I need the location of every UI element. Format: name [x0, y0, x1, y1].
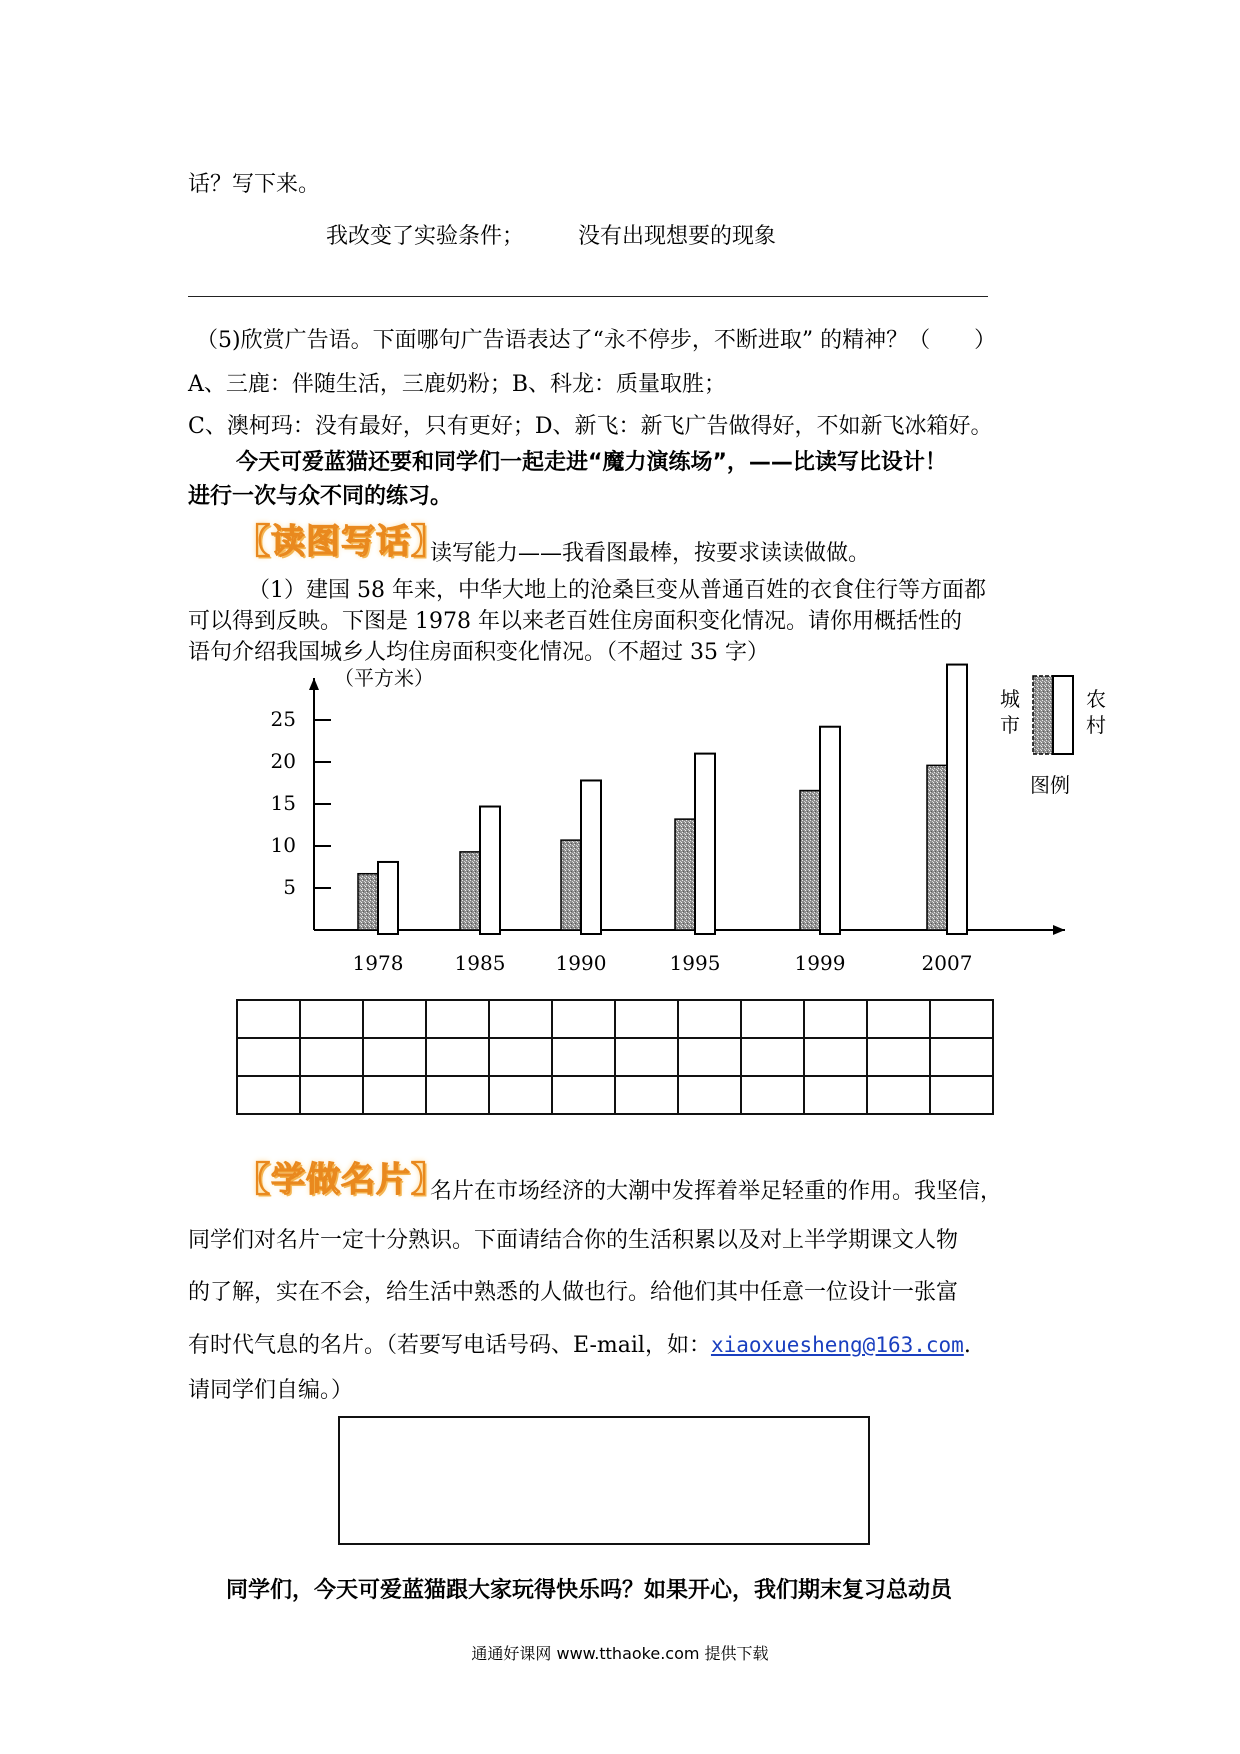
x-tick-label: 1978	[352, 951, 404, 975]
legend-urban-label: 城	[1000, 687, 1020, 711]
x-tick-label: 1999	[794, 951, 846, 975]
urban-bar	[460, 852, 480, 930]
x-tick-label: 1985	[454, 951, 506, 975]
legend-urban-swatch	[1033, 676, 1053, 754]
legend-rural-swatch	[1053, 676, 1073, 754]
answer-grid-cell[interactable]	[426, 1000, 489, 1038]
chart-legend	[1000, 676, 1106, 797]
business-card-box	[338, 1416, 870, 1545]
answer-grid-cell[interactable]	[363, 1000, 426, 1038]
answer-grid-cell[interactable]	[741, 1000, 804, 1038]
rural-bar	[480, 807, 500, 934]
answer-grid-cell[interactable]	[804, 1038, 867, 1076]
answer-grid-cell[interactable]	[300, 1000, 363, 1038]
answer-grid-cell[interactable]	[489, 1000, 552, 1038]
answer-grid-cell[interactable]	[426, 1076, 489, 1114]
section1-lead: 读写能力——我看图最棒，按要求读读做做。	[430, 541, 871, 566]
section2-line3: 的了解，实在不会，给生活中熟悉的人做也行。给他们其中任意一位设计一张富	[188, 1280, 959, 1305]
answer-grid-cell[interactable]	[678, 1076, 741, 1114]
answer-grid-cell[interactable]	[426, 1038, 489, 1076]
answer-grid-cell[interactable]	[678, 1038, 741, 1076]
answer-grid-cell[interactable]	[300, 1038, 363, 1076]
intro-tail-text: 话？写下来。	[188, 172, 321, 197]
housing-area-bar-chart	[230, 660, 1130, 990]
answer-grid-cell[interactable]	[489, 1076, 552, 1114]
legend-rural-label-2: 村	[1086, 713, 1106, 737]
urban-bar	[800, 791, 820, 930]
answer-grid-row	[237, 1076, 993, 1114]
rural-bar	[695, 754, 715, 934]
legend-title: 图例	[1030, 773, 1070, 797]
rural-bar	[820, 727, 840, 934]
y-tick-label: 25	[270, 707, 296, 731]
example-email-link[interactable]: xiaoxuesheng@163.com	[710, 1333, 964, 1357]
experiment-right-text: 没有出现想要的现象	[578, 224, 777, 249]
answer-grid-cell[interactable]	[237, 1000, 300, 1038]
answer-grid-cell[interactable]	[237, 1076, 300, 1114]
answer-grid-cell[interactable]	[300, 1076, 363, 1114]
answer-grid-cell[interactable]	[930, 1000, 993, 1038]
section1-para-line2: 可以得到反映。下图是 1978 年以来老百姓住房面积变化情况。请你用概括性的	[188, 609, 962, 634]
answer-grid-cell[interactable]	[552, 1000, 615, 1038]
answer-grid-cell[interactable]	[615, 1076, 678, 1114]
answer-grid-cell[interactable]	[804, 1000, 867, 1038]
section-banner-read-picture: 【读图写话】	[236, 522, 446, 562]
bold-intro-line2: 进行一次与众不同的练习。	[188, 484, 453, 509]
answer-grid-cell[interactable]	[363, 1038, 426, 1076]
answer-grid-cell[interactable]	[930, 1038, 993, 1076]
answer-grid-cell[interactable]	[615, 1038, 678, 1076]
answer-grid-cell[interactable]	[867, 1038, 930, 1076]
section2-line1: 名片在市场经济的大潮中发挥着举足轻重的作用。我坚信，	[430, 1179, 1003, 1204]
legend-rural-label: 农	[1086, 687, 1106, 711]
urban-bar	[927, 765, 947, 930]
answer-grid-cell[interactable]	[741, 1076, 804, 1114]
answer-grid-cell[interactable]	[678, 1000, 741, 1038]
rural-bar	[947, 665, 967, 934]
y-axis-label: （平方米）	[334, 666, 434, 690]
y-tick-label: 5	[283, 875, 296, 899]
answer-grid-cell[interactable]	[237, 1038, 300, 1076]
y-tick-label: 15	[270, 791, 296, 815]
section2-line4	[188, 1332, 971, 1359]
urban-bar	[675, 819, 695, 930]
section2-line2: 同学们对名片一定十分熟识。下面请结合你的生活积累以及对上半学期课文人物	[188, 1228, 959, 1253]
y-tick-label: 10	[270, 833, 296, 857]
section1-para-line1: （1）建国 58 年来，中华大地上的沧桑巨变从普通百姓的衣食住行等方面都	[248, 578, 986, 603]
bold-intro-line1: 今天可爱蓝猫还要和同学们一起走进“魔力演练场”，——比读写比设计！	[236, 450, 947, 475]
answer-grid	[236, 999, 994, 1115]
answer-grid-cell[interactable]	[552, 1038, 615, 1076]
q5-stem: （5)欣赏广告语。下面哪句广告语表达了“永不停步，不断进取” 的精神？（ ）	[196, 328, 997, 353]
x-tick-label: 1995	[669, 951, 721, 975]
x-tick-label: 1990	[555, 951, 607, 975]
rural-bar	[581, 780, 601, 934]
page-footer: 通通好课网 www.tthaoke.com 提供下载	[471, 1644, 769, 1663]
urban-bar	[358, 874, 378, 930]
x-axis-arrow	[1053, 925, 1065, 935]
y-axis-arrow	[309, 678, 319, 690]
answer-grid-cell[interactable]	[552, 1076, 615, 1114]
section-banner-make-card: 【学做名片】	[236, 1160, 446, 1200]
legend-urban-label-2: 市	[1000, 713, 1020, 737]
x-tick-label: 2007	[921, 951, 973, 975]
urban-bar	[561, 840, 581, 930]
answer-grid-row	[237, 1000, 993, 1038]
chart-bars	[358, 665, 967, 934]
section2-line4-end: .	[963, 1333, 971, 1358]
q5-options-line2: C、澳柯玛：没有最好，只有更好；D、新飞：新飞广告做得好，不如新飞冰箱好。	[188, 414, 993, 439]
closing-text: 同学们，今天可爱蓝猫跟大家玩得快乐吗？如果开心，我们期末复习总动员	[226, 1578, 953, 1603]
answer-grid-cell[interactable]	[804, 1076, 867, 1114]
answer-grid-row	[237, 1038, 993, 1076]
answer-grid-cell[interactable]	[741, 1038, 804, 1076]
answer-grid-cell[interactable]	[867, 1000, 930, 1038]
answer-grid-cell[interactable]	[363, 1076, 426, 1114]
answer-grid-cell[interactable]	[867, 1076, 930, 1114]
section2-line4-text: 有时代气息的名片。（若要写电话号码、E-mail，如：	[188, 1333, 711, 1358]
rural-bar	[378, 862, 398, 934]
section1-para-line3: 语句介绍我国城乡人均住房面积变化情况。（不超过 35 字）	[188, 640, 769, 665]
q5-options-line1: A、三鹿：伴随生活，三鹿奶粉；B、科龙：质量取胜；	[188, 372, 727, 397]
answer-grid-cell[interactable]	[930, 1076, 993, 1114]
answer-blank-line	[188, 296, 988, 297]
answer-grid-cell[interactable]	[615, 1000, 678, 1038]
answer-grid-cell[interactable]	[489, 1038, 552, 1076]
section2-line5: 请同学们自编。）	[188, 1378, 354, 1403]
experiment-left-text: 我改变了实验条件；	[326, 224, 525, 249]
y-tick-label: 20	[270, 749, 296, 773]
